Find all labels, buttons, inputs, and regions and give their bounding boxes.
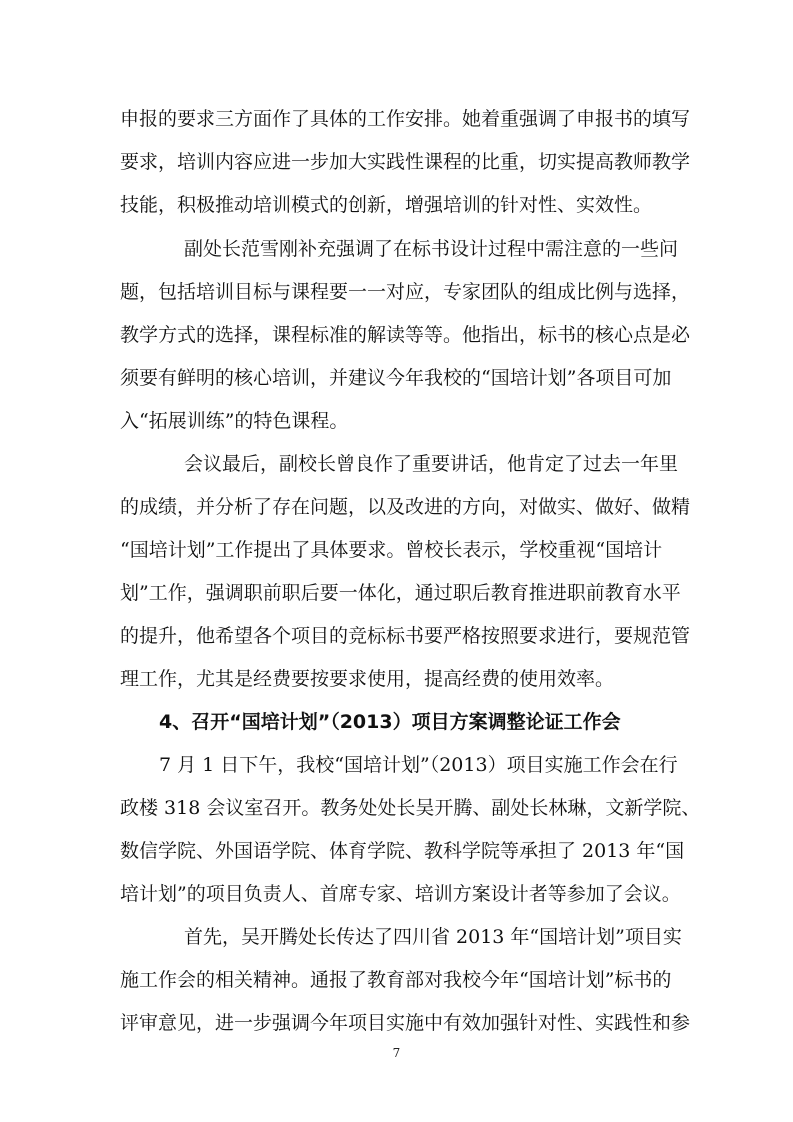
paragraph-line: “国培计划”工作提出了具体要求。曾校长表示，学校重视“国培计: [120, 539, 663, 561]
paragraph-line: 首先，吴开腾处长传达了四川省 2013 年“国培计划”项目实: [184, 926, 682, 948]
paragraph-line: 培计划”的项目负责人、首席专家、培训方案设计者等参加了会议。: [120, 883, 681, 905]
paragraph-line: 题，包括培训目标与课程要一一对应，专家团队的组成比例与选择，: [120, 281, 691, 303]
section-heading: 4、召开“国培计划”（2013）项目方案调整论证工作会: [159, 711, 621, 733]
paragraph-line: 的提升，他希望各个项目的竞标标书要严格按照要求进行，要规范管: [120, 625, 691, 647]
paragraph-line: 评审意见，进一步强调今年项目实施中有效加强针对性、实践性和参: [120, 1012, 691, 1034]
paragraph-line: 政楼 318 会议室召开。教务处处长吴开腾、副处长林琳，文新学院、: [120, 797, 701, 819]
page-number: 7: [392, 1046, 401, 1060]
paragraph-line: 的成绩，并分析了存在问题，以及改进的方向，对做实、做好、做精: [120, 496, 691, 518]
paragraph-line: 入“拓展训练”的特色课程。: [120, 410, 349, 432]
paragraph-line: 副处长范雪刚补充强调了在标书设计过程中需注意的一些问: [184, 238, 679, 260]
paragraph-line: 施工作会的相关精神。通报了教育部对我校今年“国培计划”标书的: [120, 969, 672, 991]
paragraph-line: 理工作，尤其是经费要按要求使用，提高经费的使用效率。: [120, 668, 615, 690]
paragraph-line: 要求，培训内容应进一步加大实践性课程的比重，切实提高教师教学: [120, 151, 691, 173]
paragraph-line: 教学方式的选择，课程标准的解读等等。他指出，标书的核心点是必: [120, 324, 691, 346]
paragraph-line: 须要有鲜明的核心培训，并建议今年我校的“国培计划”各项目可加: [120, 367, 672, 389]
paragraph-line: 会议最后，副校长曾良作了重要讲话，他肯定了过去一年里: [184, 453, 679, 475]
paragraph-line: 申报的要求三方面作了具体的工作安排。她着重强调了申报书的填写: [120, 108, 691, 130]
paragraph-line: 技能，积极推动培训模式的创新，增强培训的针对性、实效性。: [120, 194, 653, 216]
paragraph-line: 7 月 1 日下午，我校“国培计划”（2013）项目实施工作会在行: [159, 754, 678, 776]
paragraph-line: 数信学院、外国语学院、体育学院、教科学院等承担了 2013 年“国: [120, 840, 685, 862]
paragraph-line: 划”工作，强调职前职后要一体化，通过职后教育推进职前教育水平: [120, 582, 681, 604]
